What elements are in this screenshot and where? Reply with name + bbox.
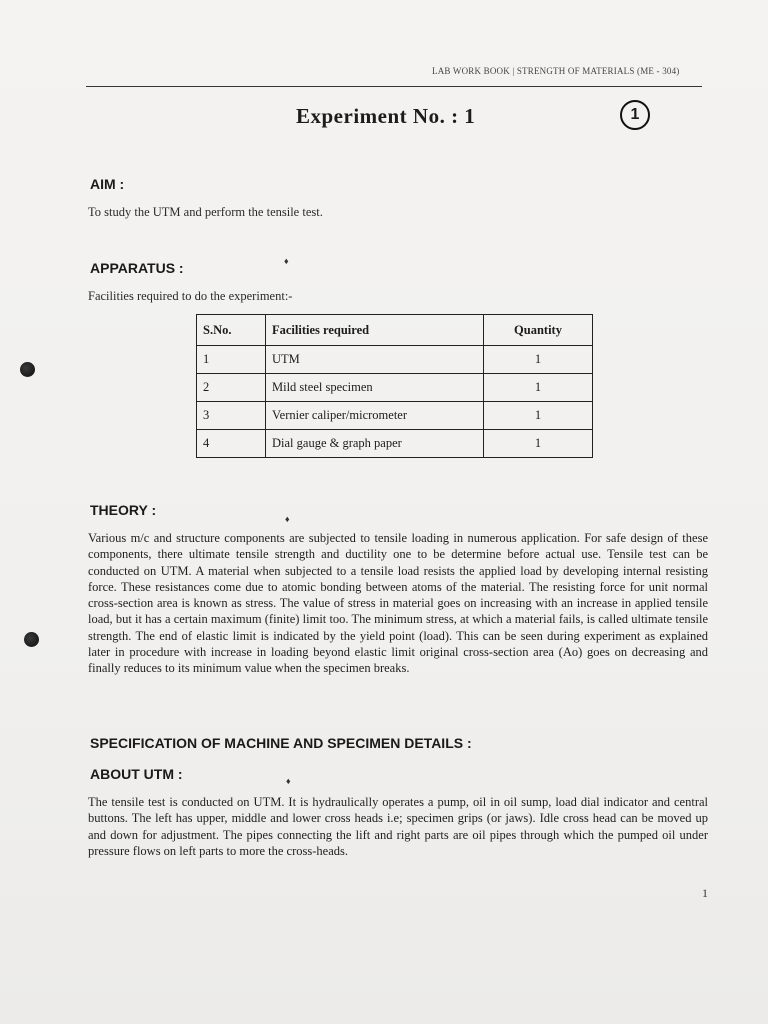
punch-hole [24,632,39,647]
punch-hole [20,362,35,377]
running-header: LAB WORK BOOK | STRENGTH OF MATERIALS (ME - 304) [432,66,680,76]
specification-heading: SPECIFICATION OF MACHINE AND SPECIMEN DETAILS : [90,735,472,751]
cell-sno: 3 [197,402,266,430]
table-row [197,374,593,402]
aim-heading: AIM : [90,176,125,192]
column-header-sno: S.No. [197,315,266,346]
cell-facility: Dial gauge & graph paper [266,430,484,458]
cell-quantity: 1 [484,346,593,374]
about-utm-heading: ABOUT UTM : [90,766,183,782]
column-header-quantity: Quantity [484,315,593,346]
table-row [197,402,593,430]
apparatus-intro: Facilities required to do the experiment:- [88,289,293,303]
cell-sno: 2 [197,374,266,402]
cell-sno: 1 [197,346,266,374]
facilities-table [196,314,593,458]
print-speck: ♦ [284,256,289,266]
table-header-row [197,315,593,346]
theory-heading: THEORY : [90,502,157,518]
column-header-facilities: Facilities required [266,315,484,346]
cell-facility: Mild steel specimen [266,374,484,402]
cell-facility: Vernier caliper/micrometer [266,402,484,430]
cell-quantity: 1 [484,402,593,430]
cell-quantity: 1 [484,430,593,458]
table-row [197,346,593,374]
cell-quantity: 1 [484,374,593,402]
handwritten-page-mark: 1 [620,100,650,130]
cell-facility: UTM [266,346,484,374]
aim-text: To study the UTM and perform the tensile test. [88,205,323,219]
table-row [197,430,593,458]
apparatus-heading: APPARATUS : [90,260,184,276]
theory-paragraph: Various m/c and structure components are subjected to tensile loading in numerous application. For safe design of these components, there ultimate tensile strength and ductility one to be determine before actual use. Tensile test can be conducted on UTM. A material when subjected to a tensile load resists the applied load by developing internal resisting force. These resistances come due to atomic bonding between atoms of the material. The resisting force for unit normal cross-section area is known as stress. The value of stress in material goes on increasing with an increase in applied tensile load, but it has a certain maximum (finite) limit too. The minimum stress, at which a material fails, is called ultimate tensile strength. The end of elastic limit is indicated by the yield point (load). This can be seen during experiment as explained later in procedure with increase in loading beyond elastic limit original cross-section area (Ao) goes on decreasing and finally reduces to its minimum value when the specimen breaks. [88,531,708,676]
header-rule [86,86,702,87]
print-speck: ♦ [285,514,290,524]
cell-sno: 4 [197,430,266,458]
about-utm-paragraph: The tensile test is conducted on UTM. It is hydraulically operates a pump, oil in oil sump, load dial indicator and central buttons. The left has upper, middle and lower cross heads i.e; specimen grips (or jaws). Idle cross head can be moved up and down for adjustment. The pipes connecting the lift and right parts are oil pipes through which the pumped oil under pressure flows on left parts to more the cross-heads. [88,795,708,858]
experiment-title: Experiment No. : 1 [296,104,476,128]
print-speck: ♦ [286,776,291,786]
page-number: 1 [702,886,708,900]
